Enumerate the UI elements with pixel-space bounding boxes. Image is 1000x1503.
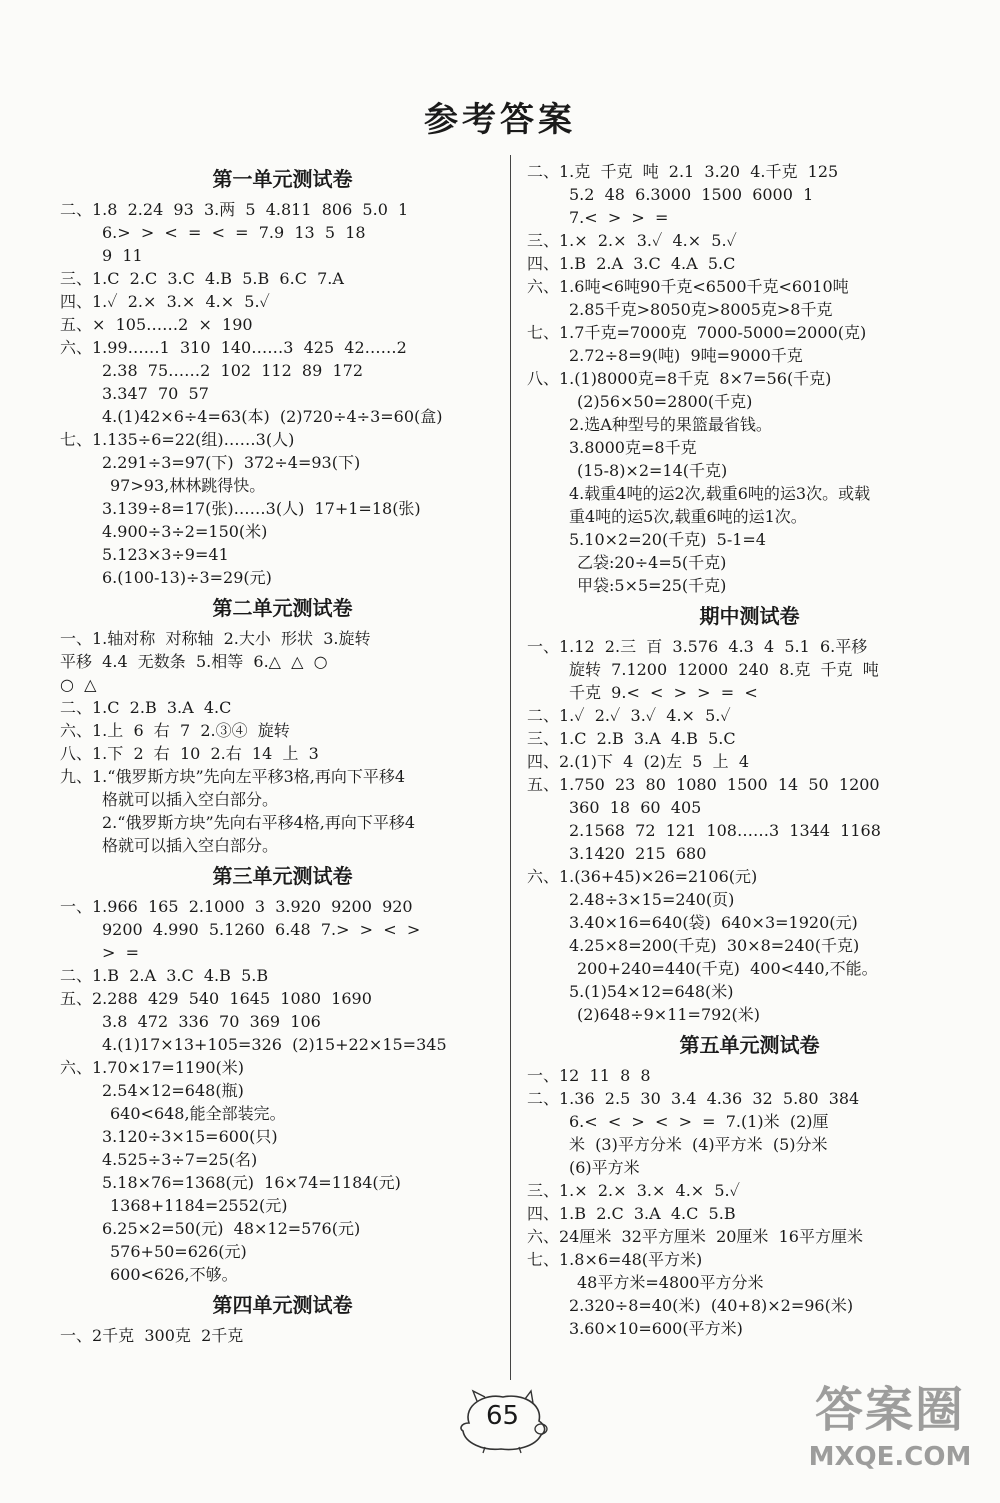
- answer-line: 平移 4.4 无数条 5.相等 6.△ △ ○: [60, 652, 328, 671]
- answer-line: 1368+1184=2552(元): [110, 1196, 288, 1215]
- answer-line: 三、1.C 2.C 3.C 4.B 5.B 6.C 7.A: [60, 269, 344, 288]
- answer-line: 二、1.B 2.A 3.C 4.B 5.B: [60, 966, 269, 985]
- answer-line: 八、1.下 2 右 10 2.右 14 上 3: [60, 744, 319, 763]
- answer-line: 9 11: [102, 246, 143, 265]
- answer-line: 97>93,林林跳得快。: [110, 476, 266, 495]
- answer-line: 640<648,能全部装完。: [110, 1104, 286, 1123]
- answer-line: 三、1.× 2.× 3.× 4.× 5.✓: [527, 1181, 740, 1200]
- watermark: [800, 1379, 980, 1489]
- answer-line: 6.(100-13)÷3=29(元): [102, 568, 272, 587]
- right-column: [527, 160, 972, 1340]
- answer-line: 3.40×16=640(袋) 640×3=1920(元): [569, 913, 858, 932]
- answer-line: 格就可以插入空白部分。: [102, 836, 279, 855]
- answer-line: 48平方米=4800平方分米: [577, 1273, 764, 1292]
- answer-line: 4.900÷3÷2=150(米): [102, 522, 268, 541]
- answer-line: 旋转 7.1200 12000 240 8.克 千克 吨: [569, 660, 879, 679]
- answer-line: 5.(1)54×12=648(米): [569, 982, 734, 1001]
- answer-line: 一、1.12 2.三 百 3.576 4.3 4 5.1 6.平移: [527, 637, 868, 656]
- section-title: 第四单元测试卷: [212, 1293, 353, 1317]
- answer-line: 乙袋:20÷4=5(千克): [577, 553, 727, 572]
- answer-line: 五、1.750 23 80 1080 1500 14 50 1200: [527, 775, 880, 794]
- answer-line: 3.8 472 336 70 369 106: [102, 1012, 321, 1031]
- answer-line: 2.“俄罗斯方块”先向右平移4格,再向下平移4: [102, 813, 416, 832]
- answer-line: 4.载重4吨的运2次,载重6吨的运3次。或载: [569, 484, 871, 503]
- answer-line: (6)平方米: [569, 1158, 640, 1177]
- answer-line: 七、1.135÷6=22(组)……3(人): [60, 430, 295, 449]
- answer-line: 2.1568 72 121 108……3 1344 1168: [569, 821, 881, 840]
- answer-line: 200+240=440(千克) 400<440,不能。: [577, 959, 878, 978]
- answer-line: 六、1.70×17=1190(米): [60, 1058, 245, 1077]
- answer-line: 重4吨的运5次,载重6吨的运1次。: [569, 507, 807, 526]
- answer-line: 5.2 48 6.3000 1500 6000 1: [569, 185, 814, 204]
- section-title: 第一单元测试卷: [212, 167, 353, 191]
- answer-line: 二、1.克 千克 吨 2.1 3.20 4.千克 125: [527, 162, 839, 181]
- answer-line: 9200 4.990 5.1260 6.48 7.> > < >: [102, 920, 421, 939]
- answer-line: 四、1.B 2.A 3.C 4.A 5.C: [527, 254, 736, 273]
- answer-line: 600<626,不够。: [110, 1265, 238, 1284]
- answer-line: 一、12 11 8 8: [527, 1066, 651, 1085]
- answer-line: 5.123×3÷9=41: [102, 545, 229, 564]
- section-title: 第五单元测试卷: [679, 1033, 820, 1057]
- answer-line: (15-8)×2=14(千克): [577, 461, 728, 480]
- answer-line: 甲袋:5×5=25(千克): [577, 576, 727, 595]
- answer-line: 2.48÷3×15=240(页): [569, 890, 735, 909]
- answer-line: 八、1.(1)8000克=8千克 8×7=56(千克): [527, 369, 832, 388]
- answer-line: 2.320÷8=40(米) (40+8)×2=96(米): [569, 1296, 854, 1315]
- answer-line: 六、1.6吨<6吨90千克<6500千克<6010吨: [527, 277, 849, 296]
- answer-line: 九、1.“俄罗斯方块”先向左平移3格,再向下平移4: [60, 767, 406, 786]
- answer-line: 2.38 75……2 102 112 89 172: [102, 361, 363, 380]
- answer-line: 3.60×10=600(平方米): [569, 1319, 743, 1338]
- answer-line: > =: [102, 943, 139, 962]
- answer-line: 2.291÷3=97(下) 372÷4=93(下): [102, 453, 361, 472]
- answer-line: 4.525÷3÷7=25(名): [102, 1150, 258, 1169]
- answer-line: 4.25×8=200(千克) 30×8=240(千克): [569, 936, 860, 955]
- answer-line: 3.8000克=8千克: [569, 438, 697, 457]
- answer-line: 六、1.(36+45)×26=2106(元): [527, 867, 758, 886]
- answer-line: 4.(1)42×6÷4=63(本) (2)720÷4÷3=60(盒): [102, 407, 443, 426]
- answer-line: 四、1.✓ 2.× 3.× 4.× 5.✓: [60, 292, 270, 311]
- answer-line: 3.120÷3×15=600(只): [102, 1127, 278, 1146]
- answer-line: 三、1.C 2.B 3.A 4.B 5.C: [527, 729, 736, 748]
- watermark-url: MXQE.COM: [808, 1442, 972, 1472]
- answer-line: 六、1.上 6 右 7 2.③④ 旋转: [60, 721, 290, 740]
- answer-line: 一、1.轴对称 对称轴 2.大小 形状 3.旋转: [60, 629, 371, 648]
- answer-line: 五、× 105……2 × 190: [60, 315, 253, 334]
- answer-line: 六、24厘米 32平方厘米 20厘米 16平方厘米: [527, 1227, 863, 1246]
- answer-line: 六、1.99……1 310 140……3 425 42……2: [60, 338, 407, 357]
- answer-line: (2)56×50=2800(千克): [577, 392, 753, 411]
- answer-line: 3.139÷8=17(张)……3(人) 17+1=18(张): [102, 499, 421, 518]
- answer-line: 二、1.8 2.24 93 3.两 5 4.811 806 5.0 1: [60, 200, 409, 219]
- answer-line: 5.18×76=1368(元) 16×74=1184(元): [102, 1173, 401, 1192]
- answer-line: 七、1.8×6=48(平方米): [527, 1250, 703, 1269]
- answer-line: 576+50=626(元): [110, 1242, 247, 1261]
- answer-line: 2.54×12=648(瓶): [102, 1081, 244, 1100]
- answer-line: 二、1.36 2.5 30 3.4 4.36 32 5.80 384: [527, 1089, 860, 1108]
- answer-line: 3.1420 215 680: [569, 844, 707, 863]
- column-divider: [510, 155, 511, 1380]
- left-column: [60, 160, 505, 1347]
- answer-line: 360 18 60 405: [569, 798, 702, 817]
- answer-line: 5.10×2=20(千克) 5-1=4: [569, 530, 766, 549]
- answer-line: 四、1.B 2.C 3.A 4.C 5.B: [527, 1204, 736, 1223]
- answer-line: 2.72÷8=9(吨) 9吨=9000千克: [569, 346, 803, 365]
- answer-line: 一、2千克 300克 2千克: [60, 1326, 244, 1345]
- answer-line: (2)648÷9×11=792(米): [577, 1005, 760, 1024]
- answer-line: 二、1.✓ 2.✓ 3.✓ 4.× 5.✓: [527, 706, 731, 725]
- page-footer: [455, 1385, 550, 1455]
- answer-line: 2.选A种型号的果篮最省钱。: [569, 415, 772, 434]
- watermark-logo: 答案圈: [814, 1382, 965, 1438]
- answer-line: 四、2.(1)下 4 (2)左 5 上 4: [527, 752, 749, 771]
- answer-line: 格就可以插入空白部分。: [102, 790, 279, 809]
- answer-line: 6.> > < = < = 7.9 13 5 18: [102, 223, 366, 242]
- section-title: 第二单元测试卷: [212, 596, 353, 620]
- answer-line: 6.25×2=50(元) 48×12=576(元): [102, 1219, 361, 1238]
- answer-line: 米 (3)平方分米 (4)平方米 (5)分米: [569, 1135, 828, 1154]
- answer-line: 七、1.7千克=7000克 7000-5000=2000(克): [527, 323, 867, 342]
- answer-line: 2.85千克>8050克>8005克>8千克: [569, 300, 833, 319]
- section-title: 第三单元测试卷: [212, 864, 353, 888]
- answer-line: 3.347 70 57: [102, 384, 209, 403]
- answer-line: ○ △: [60, 675, 97, 694]
- section-title: 期中测试卷: [699, 604, 800, 628]
- answer-line: 6.< < > < > = 7.(1)米 (2)厘: [569, 1112, 829, 1131]
- answer-line: 五、2.288 429 540 1645 1080 1690: [60, 989, 372, 1008]
- answer-line: 二、1.C 2.B 3.A 4.C: [60, 698, 232, 717]
- answer-line: 4.(1)17×13+105=326 (2)15+22×15=345: [102, 1035, 447, 1054]
- page-number: 65: [485, 1401, 520, 1431]
- page-title: 参考答案: [424, 100, 576, 140]
- answer-line: 一、1.966 165 2.1000 3 3.920 9200 920: [60, 897, 413, 916]
- answer-line: 千克 9.< < > > = <: [569, 683, 758, 702]
- answer-line: 7.< > > =: [569, 208, 669, 227]
- answer-line: 三、1.× 2.× 3.✓ 4.× 5.✓: [527, 231, 737, 250]
